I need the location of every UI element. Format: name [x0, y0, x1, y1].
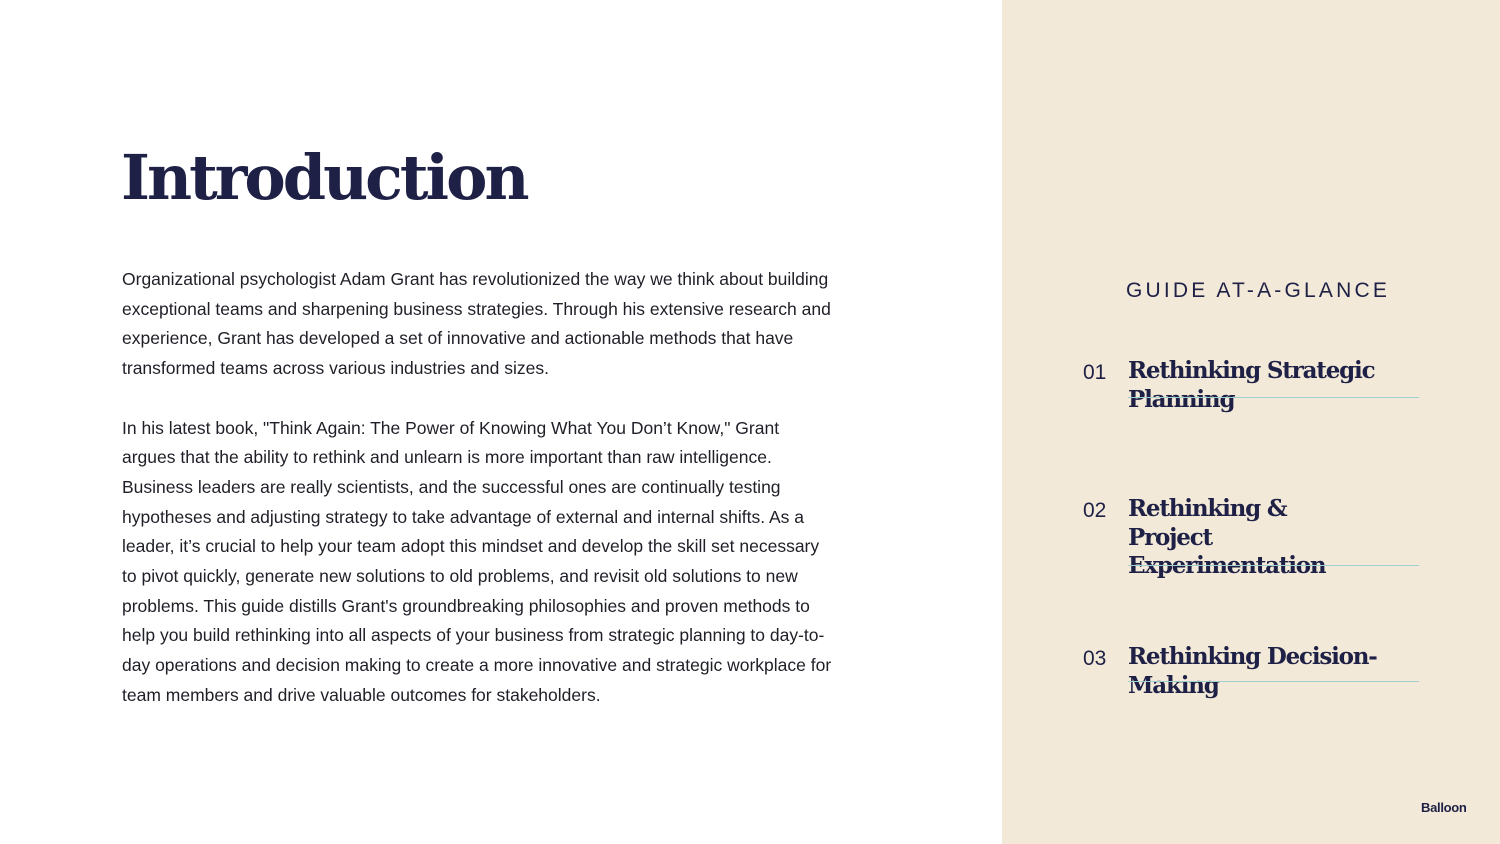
- guide-item-label: Rethinking Strategic Planning: [1128, 357, 1375, 413]
- guide-item-number: 03: [1083, 647, 1107, 670]
- guide-item-number: 01: [1083, 361, 1107, 384]
- page-title: Introduction: [121, 141, 527, 214]
- intro-paragraph-1: Organizational psychologist Adam Grant has revolutionized the way we think about building exceptional teams and sharpening business strategies. Through his extensive research and experience, Grant has developed a set of innovative and actionable methods that have transformed teams across various industries and sizes.: [122, 269, 831, 379]
- guide-item-number: 02: [1083, 499, 1107, 522]
- intro-body: [122, 265, 832, 740]
- guide-item-divider: [1128, 681, 1419, 682]
- intro-paragraph-2: In his latest book, "Think Again: The Power of Knowing What You Don’t Know," Grant argues that the ability to rethink and unlearn is more important than raw intelligence. Business leaders are really scientists, and the successful ones are continually testing hypotheses and adjusting strategy to take advantage of external and internal shifts. As a leader, it’s crucial to help your team adopt this mindset and develop the skill set necessary to pivot quickly, generate new solutions to old problems, and revisit old solutions to new problems. This guide distills Grant's groundbreaking philosophies and proven methods to help you build rethinking into all aspects of your business from strategic planning to day-to-day operations and decision making to create a more innovative and strategic workplace for team members and drive valuable outcomes for stakeholders.: [122, 417, 832, 705]
- guide-item-divider: [1128, 565, 1419, 566]
- guide-item-label: Rethinking Decision-Making: [1128, 643, 1377, 699]
- guide-item-label: Rethinking & Project Experimentation: [1128, 495, 1326, 579]
- balloon-logo: Balloon: [1421, 800, 1467, 815]
- guide-sidebar: [1002, 0, 1500, 844]
- guide-heading: GUIDE AT-A-GLANCE: [1126, 279, 1391, 302]
- guide-item-divider: [1128, 397, 1419, 398]
